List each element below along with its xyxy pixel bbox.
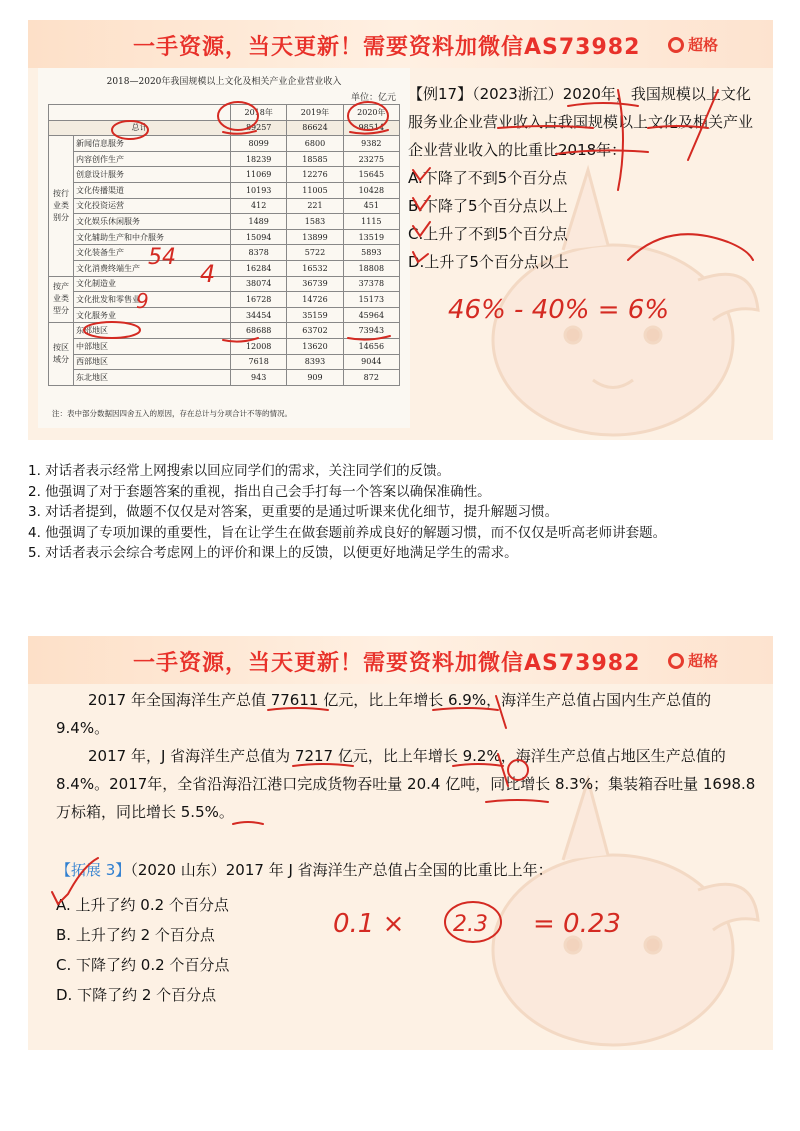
question-stem-text: （2020 山东）2017 年 J 省海洋生产总值占全国的比重比上年：	[130, 861, 553, 879]
table-header-year: 2020年	[343, 105, 399, 121]
table-cell-value: 943	[231, 370, 287, 386]
table-cell-label: 内容创作生产	[74, 151, 231, 167]
ink-9: 9	[136, 289, 149, 313]
table-row	[49, 276, 400, 292]
banner	[28, 636, 773, 684]
table-cell-value: 63702	[287, 323, 343, 339]
question-17-option-b: B.下降了5个百分点以上	[408, 197, 568, 215]
question-17-option-a: A.下降了不到5个百分点	[408, 169, 568, 187]
table-cell-value: 86624	[287, 120, 343, 136]
table-cell-value: 10193	[231, 182, 287, 198]
table-cell-label: 文化制造业	[74, 276, 231, 292]
question-extension-3-option-c: C. 下降了约 0.2 个百分点	[56, 956, 230, 974]
passage-paragraph-1: 2017 年全国海洋生产总值 77611 亿元，比上年增长 6.9%，海洋生产总值占国内生产总值的 9.4%。	[56, 691, 712, 737]
table-cell-label: 新闻信息服务	[74, 136, 231, 152]
logo-icon	[668, 37, 684, 53]
ink-4: 4	[200, 260, 216, 288]
banner-text: 一手资源，当天更新！需要资料加微信AS73982	[133, 651, 641, 676]
table-cell-value: 8378	[231, 245, 287, 261]
table-cell-value: 909	[287, 370, 343, 386]
table-cell-value: 9382	[343, 136, 399, 152]
table-row	[49, 229, 400, 245]
table-header-year: 2018年	[231, 105, 287, 121]
table-row	[49, 338, 400, 354]
table-cell-label: 总计	[49, 120, 231, 136]
table-cell-value: 1583	[287, 214, 343, 230]
table-note: 注：表中部分数据因四舍五入的原因，存在总计与分项合计不等的情况。	[52, 409, 292, 418]
table-cell-value: 23275	[343, 151, 399, 167]
table-row	[49, 214, 400, 230]
summary-item-5: 5. 对话者表示会综合考虑网上的评价和课上的反馈，以便更好地满足学生的需求。	[28, 545, 518, 561]
summary-item-2: 2. 他强调了对于套题答案的重视，指出自己会手打每一个答案以确保准确性。	[28, 483, 491, 500]
question-extension-3-option-a: A. 上升了约 0.2 个百分点	[56, 896, 229, 914]
table-cell-label: 文化消费终端生产	[74, 260, 231, 276]
table-cell-value: 18808	[343, 260, 399, 276]
table-cell-value: 8393	[287, 354, 343, 370]
logo-text: 超格	[688, 36, 719, 54]
table-cell-value: 15094	[231, 229, 287, 245]
table-cell-value: 15173	[343, 292, 399, 308]
table-cell-value: 451	[343, 198, 399, 214]
table-cell-value: 1489	[231, 214, 287, 230]
table-cell-value: 38074	[231, 276, 287, 292]
table-row	[49, 245, 400, 261]
table-header-row	[49, 105, 400, 121]
ink-calc-1: 46% - 40% = 6%	[448, 295, 670, 325]
table-row	[49, 307, 400, 323]
table-group-label: 按产业类型分	[49, 276, 74, 323]
table-unit: 单位：亿元	[350, 93, 396, 103]
table-row-total	[49, 120, 400, 136]
table-cell-value: 412	[231, 198, 287, 214]
table-cell-value: 14726	[287, 292, 343, 308]
table-header-year: 2019年	[287, 105, 343, 121]
table-cell-label: 文化批发和零售业	[74, 292, 231, 308]
logo	[668, 34, 718, 55]
summary-item-3: 3. 对话者提到，做题不仅仅是对答案，更重要的是通过听课来优化细节，提升解题习惯。	[28, 504, 559, 520]
table-cell-value: 36739	[287, 276, 343, 292]
ink-calc-2-circled: 2.3	[453, 912, 488, 937]
income-table-image	[38, 68, 410, 428]
table-row	[49, 136, 400, 152]
table-cell-value: 13519	[343, 229, 399, 245]
table-cell-value: 5722	[287, 245, 343, 261]
table-cell-value: 5893	[343, 245, 399, 261]
table-row	[49, 370, 400, 386]
logo-text: 超格	[688, 652, 719, 670]
summary-item-1: 1. 对话者表示经常上网搜索以回应同学们的需求，关注同学们的反馈。	[28, 463, 451, 479]
table-cell-label: 文化投资运营	[74, 198, 231, 214]
table-cell-value: 73943	[343, 323, 399, 339]
table-cell-value: 221	[287, 198, 343, 214]
summary-item-4: 4. 他强调了专项加课的重要性，旨在让学生在做套题前养成良好的解题习惯，而不仅仅是听高老师讲套题。	[28, 524, 667, 541]
table-cell-label: 文化装备生产	[74, 245, 231, 261]
table-cell-value: 35159	[287, 307, 343, 323]
table-row	[49, 182, 400, 198]
table-title: 2018—2020年我国规模以上文化及相关产业企业营业收入	[106, 77, 342, 87]
table-cell-value: 14656	[343, 338, 399, 354]
table-row	[49, 260, 400, 276]
table-cell-value: 45964	[343, 307, 399, 323]
table-cell-label: 西部地区	[74, 354, 231, 370]
income-table	[48, 104, 400, 386]
table-cell-value: 7618	[231, 354, 287, 370]
question-extension-3	[56, 858, 756, 1010]
table-cell-value: 68688	[231, 323, 287, 339]
question-17	[408, 80, 763, 276]
table-cell-value: 37378	[343, 276, 399, 292]
table-cell-value: 13620	[287, 338, 343, 354]
table-cell-value: 18585	[287, 151, 343, 167]
table-cell-value: 16284	[231, 260, 287, 276]
table-cell-value: 16532	[287, 260, 343, 276]
table-group-label: 按行业类别分	[49, 136, 74, 276]
slide-table-question	[28, 20, 773, 440]
ink-54: 54	[148, 245, 176, 270]
table-row	[49, 292, 400, 308]
table-cell-value: 34454	[231, 307, 287, 323]
question-17-option-c: C.上升了不到5个百分点	[408, 225, 568, 243]
banner-text: 一手资源，当天更新！需要资料加微信AS73982	[133, 35, 641, 60]
ink-calc-2-left: 0.1 ×	[333, 909, 405, 939]
slide-passage-question	[28, 636, 773, 1050]
table-cell-value: 18239	[231, 151, 287, 167]
table-cell-value: 12276	[287, 167, 343, 183]
question-tag: 【拓展 3】	[56, 861, 131, 879]
table-cell-value: 15645	[343, 167, 399, 183]
question-17-option-d: D.上升了5个百分点以上	[408, 253, 569, 271]
table-cell-value: 89257	[231, 120, 287, 136]
table-cell-label: 中部地区	[74, 338, 231, 354]
table-cell-label: 文化辅助生产和中介服务	[74, 229, 231, 245]
table-cell-label: 文化传播渠道	[74, 182, 231, 198]
ink-calc-2-right: = 0.23	[533, 909, 621, 939]
question-extension-3-option-b: B. 上升了约 2 个百分点	[56, 926, 215, 944]
banner	[28, 20, 773, 68]
table-row	[49, 151, 400, 167]
table-cell-value: 98514	[343, 120, 399, 136]
table-group-label: 按区域分	[49, 323, 74, 385]
passage	[56, 686, 756, 826]
table-cell-value: 12008	[231, 338, 287, 354]
table-cell-label: 文化服务业	[74, 307, 231, 323]
table-cell-value: 11069	[231, 167, 287, 183]
table-row	[49, 167, 400, 183]
table-cell-label: 文化娱乐休闲服务	[74, 214, 231, 230]
logo	[668, 650, 718, 671]
table-cell-label: 创意设计服务	[74, 167, 231, 183]
table-cell-value: 10428	[343, 182, 399, 198]
table-cell-value: 9044	[343, 354, 399, 370]
summary-list	[28, 462, 778, 565]
logo-icon	[668, 653, 684, 669]
table-row	[49, 198, 400, 214]
table-cell-value: 872	[343, 370, 399, 386]
passage-paragraph-2: 2017 年，J 省海洋生产总值为 7217 亿元，比上年增长 9.2%，海洋生产总值占地区生产总值的 8.4%。2017年，全省沿海沿江港口完成货物吞吐量 20.4 亿吨，同比增长 8.3%；集装箱吞吐量 1698.8 万标箱，同比增长 5.5%。	[56, 747, 756, 821]
table-cell-label: 东部地区	[74, 323, 231, 339]
table-cell-value: 16728	[231, 292, 287, 308]
question-extension-3-stem	[56, 858, 756, 882]
table-row	[49, 323, 400, 339]
table-cell-label: 东北地区	[74, 370, 231, 386]
question-extension-3-option-d: D. 下降了约 2 个百分点	[56, 986, 217, 1004]
table-cell-value: 1115	[343, 214, 399, 230]
table-row	[49, 354, 400, 370]
table-cell-value: 11005	[287, 182, 343, 198]
question-17-stem: 【例17】（2023浙江）2020年，我国规模以上文化服务业企业营业收入占我国规模以上文化及相关产业企业营业收入的比重比2018年：	[408, 85, 754, 159]
table-cell-value: 8099	[231, 136, 287, 152]
table-cell-value: 13899	[287, 229, 343, 245]
table-header-blank	[49, 105, 231, 121]
table-cell-value: 6800	[287, 136, 343, 152]
